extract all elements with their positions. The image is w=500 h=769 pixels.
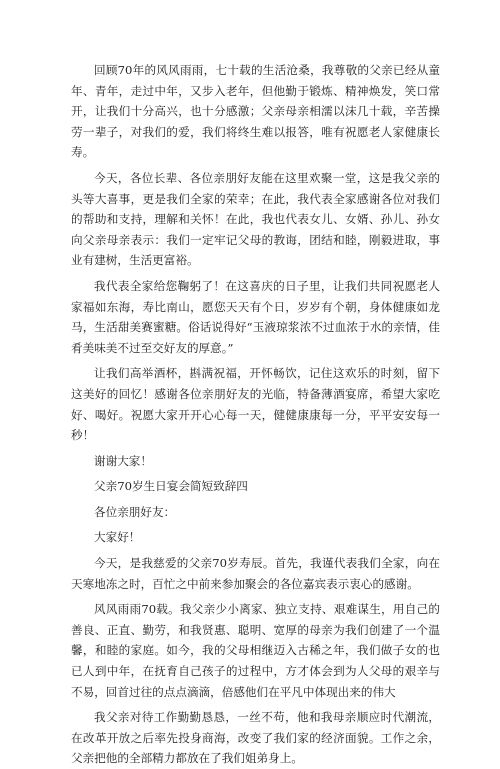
thanks-line: 谢谢大家！ xyxy=(94,453,152,468)
paragraph-1: 回顾70年的风风雨雨，七十载的生活沧桑，我尊敬的父亲已经从童年、青年，走过中年，又步入老年，但他勤于锻炼、精神焕发，笑口常开，让我们十分高兴，也十分感激；父亲母亲相濡以沫几十载，辛苦操劳一辈子，对我们的爱，我们将终生难以报答，唯有祝愿老人家健康长寿。 xyxy=(71,63,440,160)
paragraph-2: 今天，各位长辈、各位亲朋好友能在这里欢聚一堂，这是我父亲的头等大喜事，更是我们全家的荣幸；在此，我代表全家感谢各位对我们的帮助和支持，理解和关怀！在此，我也代表女儿、女婿、孙儿、孙女向父亲母亲表示：我们一定牢记父母的教诲，团结和睦，刚毅进取，事业有建树，生活更富裕。 xyxy=(71,170,440,268)
paragraph-6: 风风雨雨70载。我父亲少小离家、独立支持、艰难谋生，用自己的善良、正直、勤劳，和我贤惠、聪明、宽厚的母亲为我们创建了一个温馨，和睦的家庭。如今，我的父母相继迈入古稀之年，我们做子女的也已人到中年，在抚育自己孩子的过程中，方才体会到为人父母的艰辛与不易，回首过往的点点滴滴，倍感他们在平凡中体现出来的伟大 xyxy=(71,602,440,699)
section-title: 父亲70岁生日宴会简短致辞四 xyxy=(94,479,248,494)
paragraph-4: 让我们高举酒杯，斟满祝福，开怀畅饮，记住这欢乐的时刻，留下这美好的回忆！感谢各位亲朋好友的光临，特备薄酒宴席，希望大家吃好、喝好。祝愿大家开开心心每一天，健健康康每一分，平平安安每一秒！ xyxy=(71,366,440,443)
paragraph-7: 我父亲对待工作勤勤恳恳，一丝不苟，他和我母亲顺应时代潮流，在改革开放之后率先投身商海，改变了我们家的经济面貌。工作之余，父亲把他的全部精力都放在了我们姐弟身上。 xyxy=(71,710,440,766)
greeting: 大家好！ xyxy=(94,530,141,545)
paragraph-3: 我代表全家给您鞠躬了！在这喜庆的日子里，让我们共同祝愿老人家福如东海，寿比南山，愿您天天有个日，岁岁有个朝，身体健康如龙马，生活甜美赛蜜糖。俗话说得好“玉液琼浆浓不过血浓于水的亲情，佳肴美味美不过至交好友的厚意。” xyxy=(71,278,440,355)
salutation: 各位亲朋好友： xyxy=(94,504,176,519)
paragraph-5: 今天，是我慈爱的父亲70岁寿辰。首先，我谨代表我们全家，向在天寒地冻之时，百忙之中前来参加聚会的各位嘉宾表示衷心的感谢。 xyxy=(71,556,440,591)
